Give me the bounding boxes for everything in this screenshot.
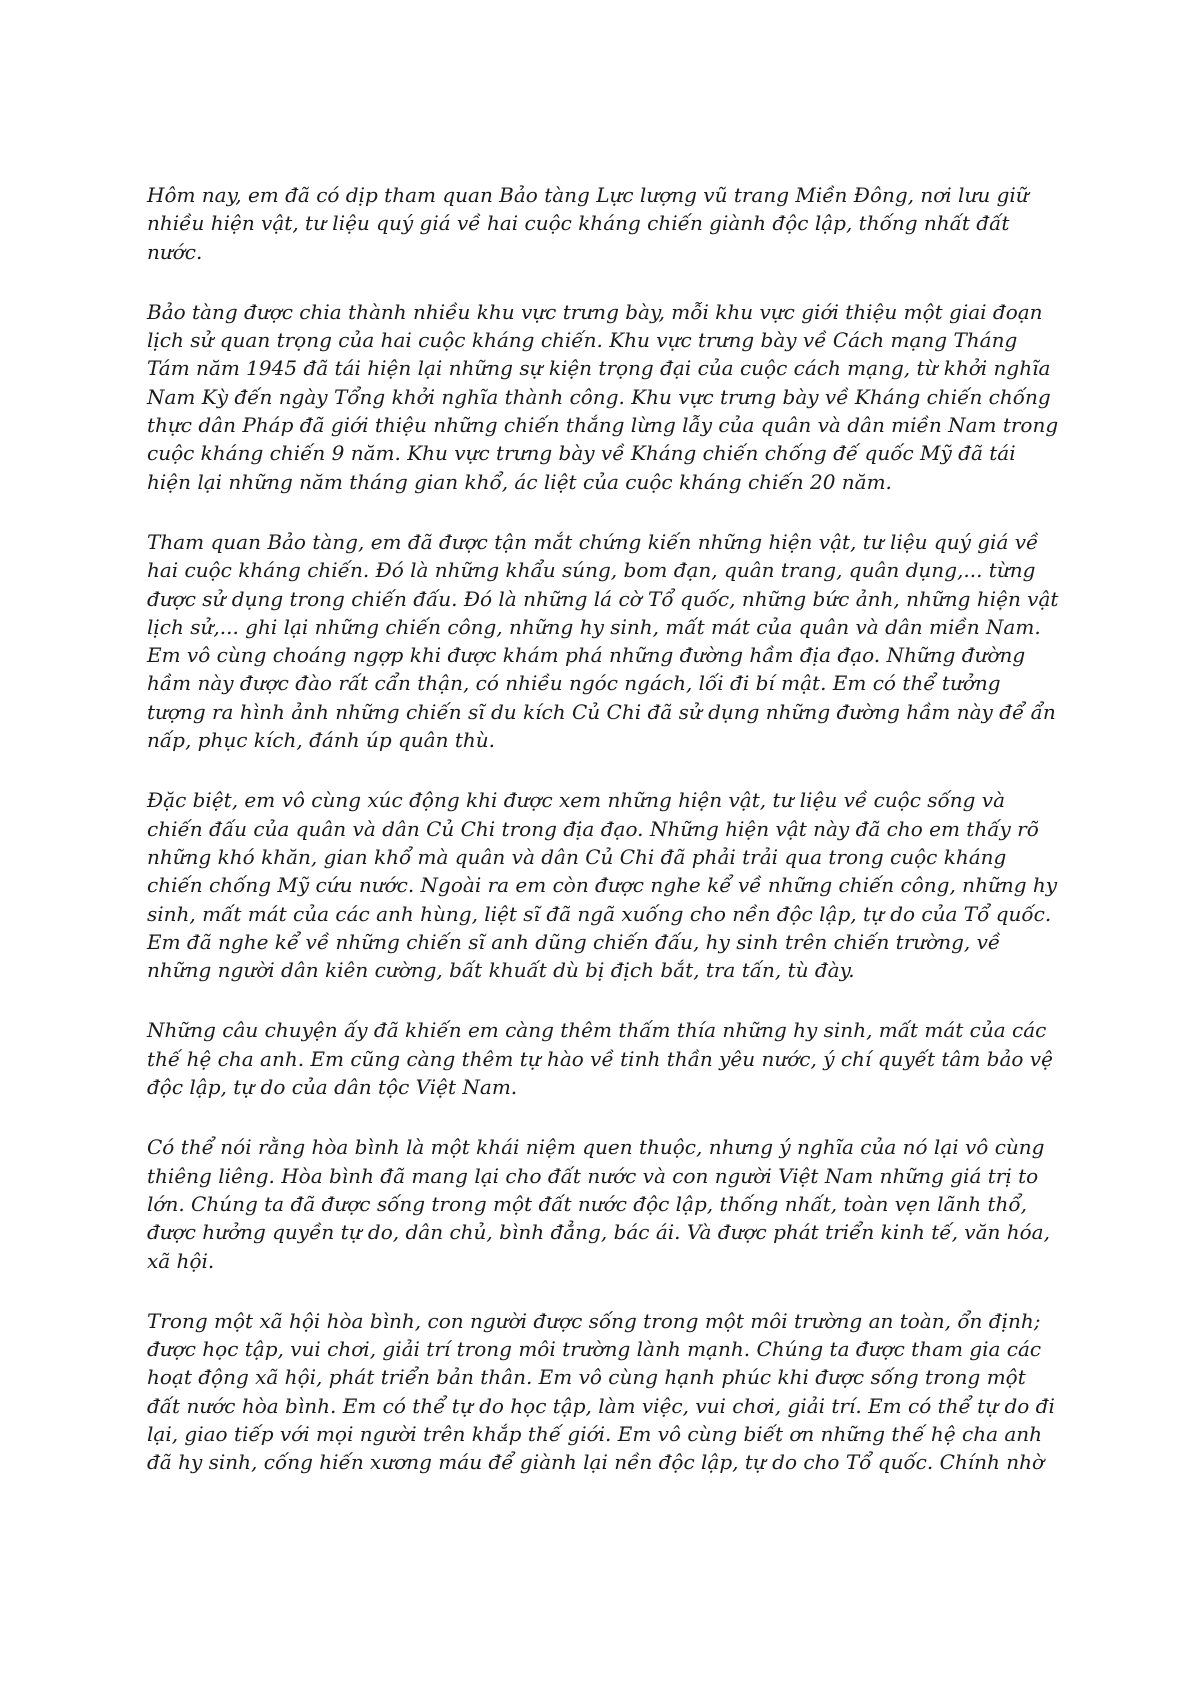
paragraph-6: Có thể nói rằng hòa bình là một khái niệm quen thuộc, nhưng ý nghĩa của nó lại vô cùng thiêng liêng. Hòa bình đã mang lại cho đất nước và con người Việt Nam những giá trị to lớn. Chúng ta đã được sống trong một đất nước độc lập, thống nhất, toàn vẹn lãnh thổ, được hưởng quyền tự do, dân chủ, bình đẳng, bác ái. Và được phát triển kinh tế, văn hóa, xã hội. xyxy=(147,1135,1050,1273)
paragraph-1: Hôm nay, em đã có dịp tham quan Bảo tàng Lực lượng vũ trang Miền Đông, nơi lưu giữ nhiều hiện vật, tư liệu quý giá về hai cuộc kháng chiến giành độc lập, thống nhất đất nước. xyxy=(147,183,1029,264)
paragraph-3: Tham quan Bảo tàng, em đã được tận mắt chứng kiến những hiện vật, tư liệu quý giá về hai cuộc kháng chiến. Đó là những khẩu súng, bom đạn, quân trang, quân dụng,... từng được sử dụng trong chiến đấu. Đó là những lá cờ Tổ quốc, những bức ảnh, những hiện vật lịch sử,... ghi lại những chiến công, những hy sinh, mất mát của quân và dân miền Nam. Em vô cùng choáng ngợp khi được khám phá những đường hầm địa đạo. Những đường hầm này được đào rất cẩn thận, có nhiều ngóc ngách, lối đi bí mật. Em có thể tưởng tượng ra hình ảnh những chiến sĩ du kích Củ Chi đã sử dụng những đường hầm này để ẩn nấp, phục kích, đánh úp quân thù. xyxy=(147,529,1059,753)
document-body xyxy=(147,181,1059,1509)
paragraph-5: Những câu chuyện ấy đã khiến em càng thêm thấm thía những hy sinh, mất mát của các thế hệ cha anh. Em cũng càng thêm tự hào về tinh thần yêu nước, ý chí quyết tâm bảo vệ độc lập, tự do của dân tộc Việt Nam. xyxy=(147,1018,1053,1100)
paragraph-2: Bảo tàng được chia thành nhiều khu vực trưng bày, mỗi khu vực giới thiệu một giai đoạn lịch sử quan trọng của hai cuộc kháng chiến. Khu vực trưng bày về Cách mạng Tháng Tám năm 1945 đã tái hiện lại những sự kiện trọng đại của cuộc cách mạng, từ khởi nghĩa Nam Kỳ đến ngày Tổng khởi nghĩa thành công. Khu vực trưng bày về Kháng chiến chống thực dân Pháp đã giới thiệu những chiến thắng lừng lẫy của quân và dân miền Nam trong cuộc kháng chiến 9 năm. Khu vực trưng bày về Kháng chiến chống đế quốc Mỹ đã tái hiện lại những năm tháng gian khổ, ác liệt của cuộc kháng chiến 20 năm. xyxy=(147,299,1059,494)
paragraph-7: Trong một xã hội hòa bình, con người được sống trong một môi trường an toàn, ổn định; được học tập, vui chơi, giải trí trong môi trường lành mạnh. Chúng ta được tham gia các hoạt động xã hội, phát triển bản thân. Em vô cùng hạnh phúc khi được sống trong một đất nước hòa bình. Em có thể tự do học tập, làm việc, vui chơi, giải trí. Em có thể tự do đi lại, giao tiếp với mọi người trên khắp thế giới. Em vô cùng biết ơn những thế hệ cha anh đã hy sinh, cống hiến xương máu để giành lại nền độc lập, tự do cho Tổ quốc. Chính nhờ xyxy=(147,1308,1055,1475)
paragraph-4: Đặc biệt, em vô cùng xúc động khi được xem những hiện vật, tư liệu về cuộc sống và chiến đấu của quân và dân Củ Chi trong địa đạo. Những hiện vật này đã cho em thấy rõ những khó khăn, gian khổ mà quân và dân Củ Chi đã phải trải qua trong cuộc kháng chiến chống Mỹ cứu nước. Ngoài ra em còn được nghe kể về những chiến công, những hy sinh, mất mát của các anh hùng, liệt sĩ đã ngã xuống cho nền độc lập, tự do của Tổ quốc. Em đã nghe kể về những chiến sĩ anh dũng chiến đấu, hy sinh trên chiến trường, về những người dân kiên cường, bất khuất dù bị địch bắt, tra tấn, tù đày. xyxy=(147,788,1058,983)
